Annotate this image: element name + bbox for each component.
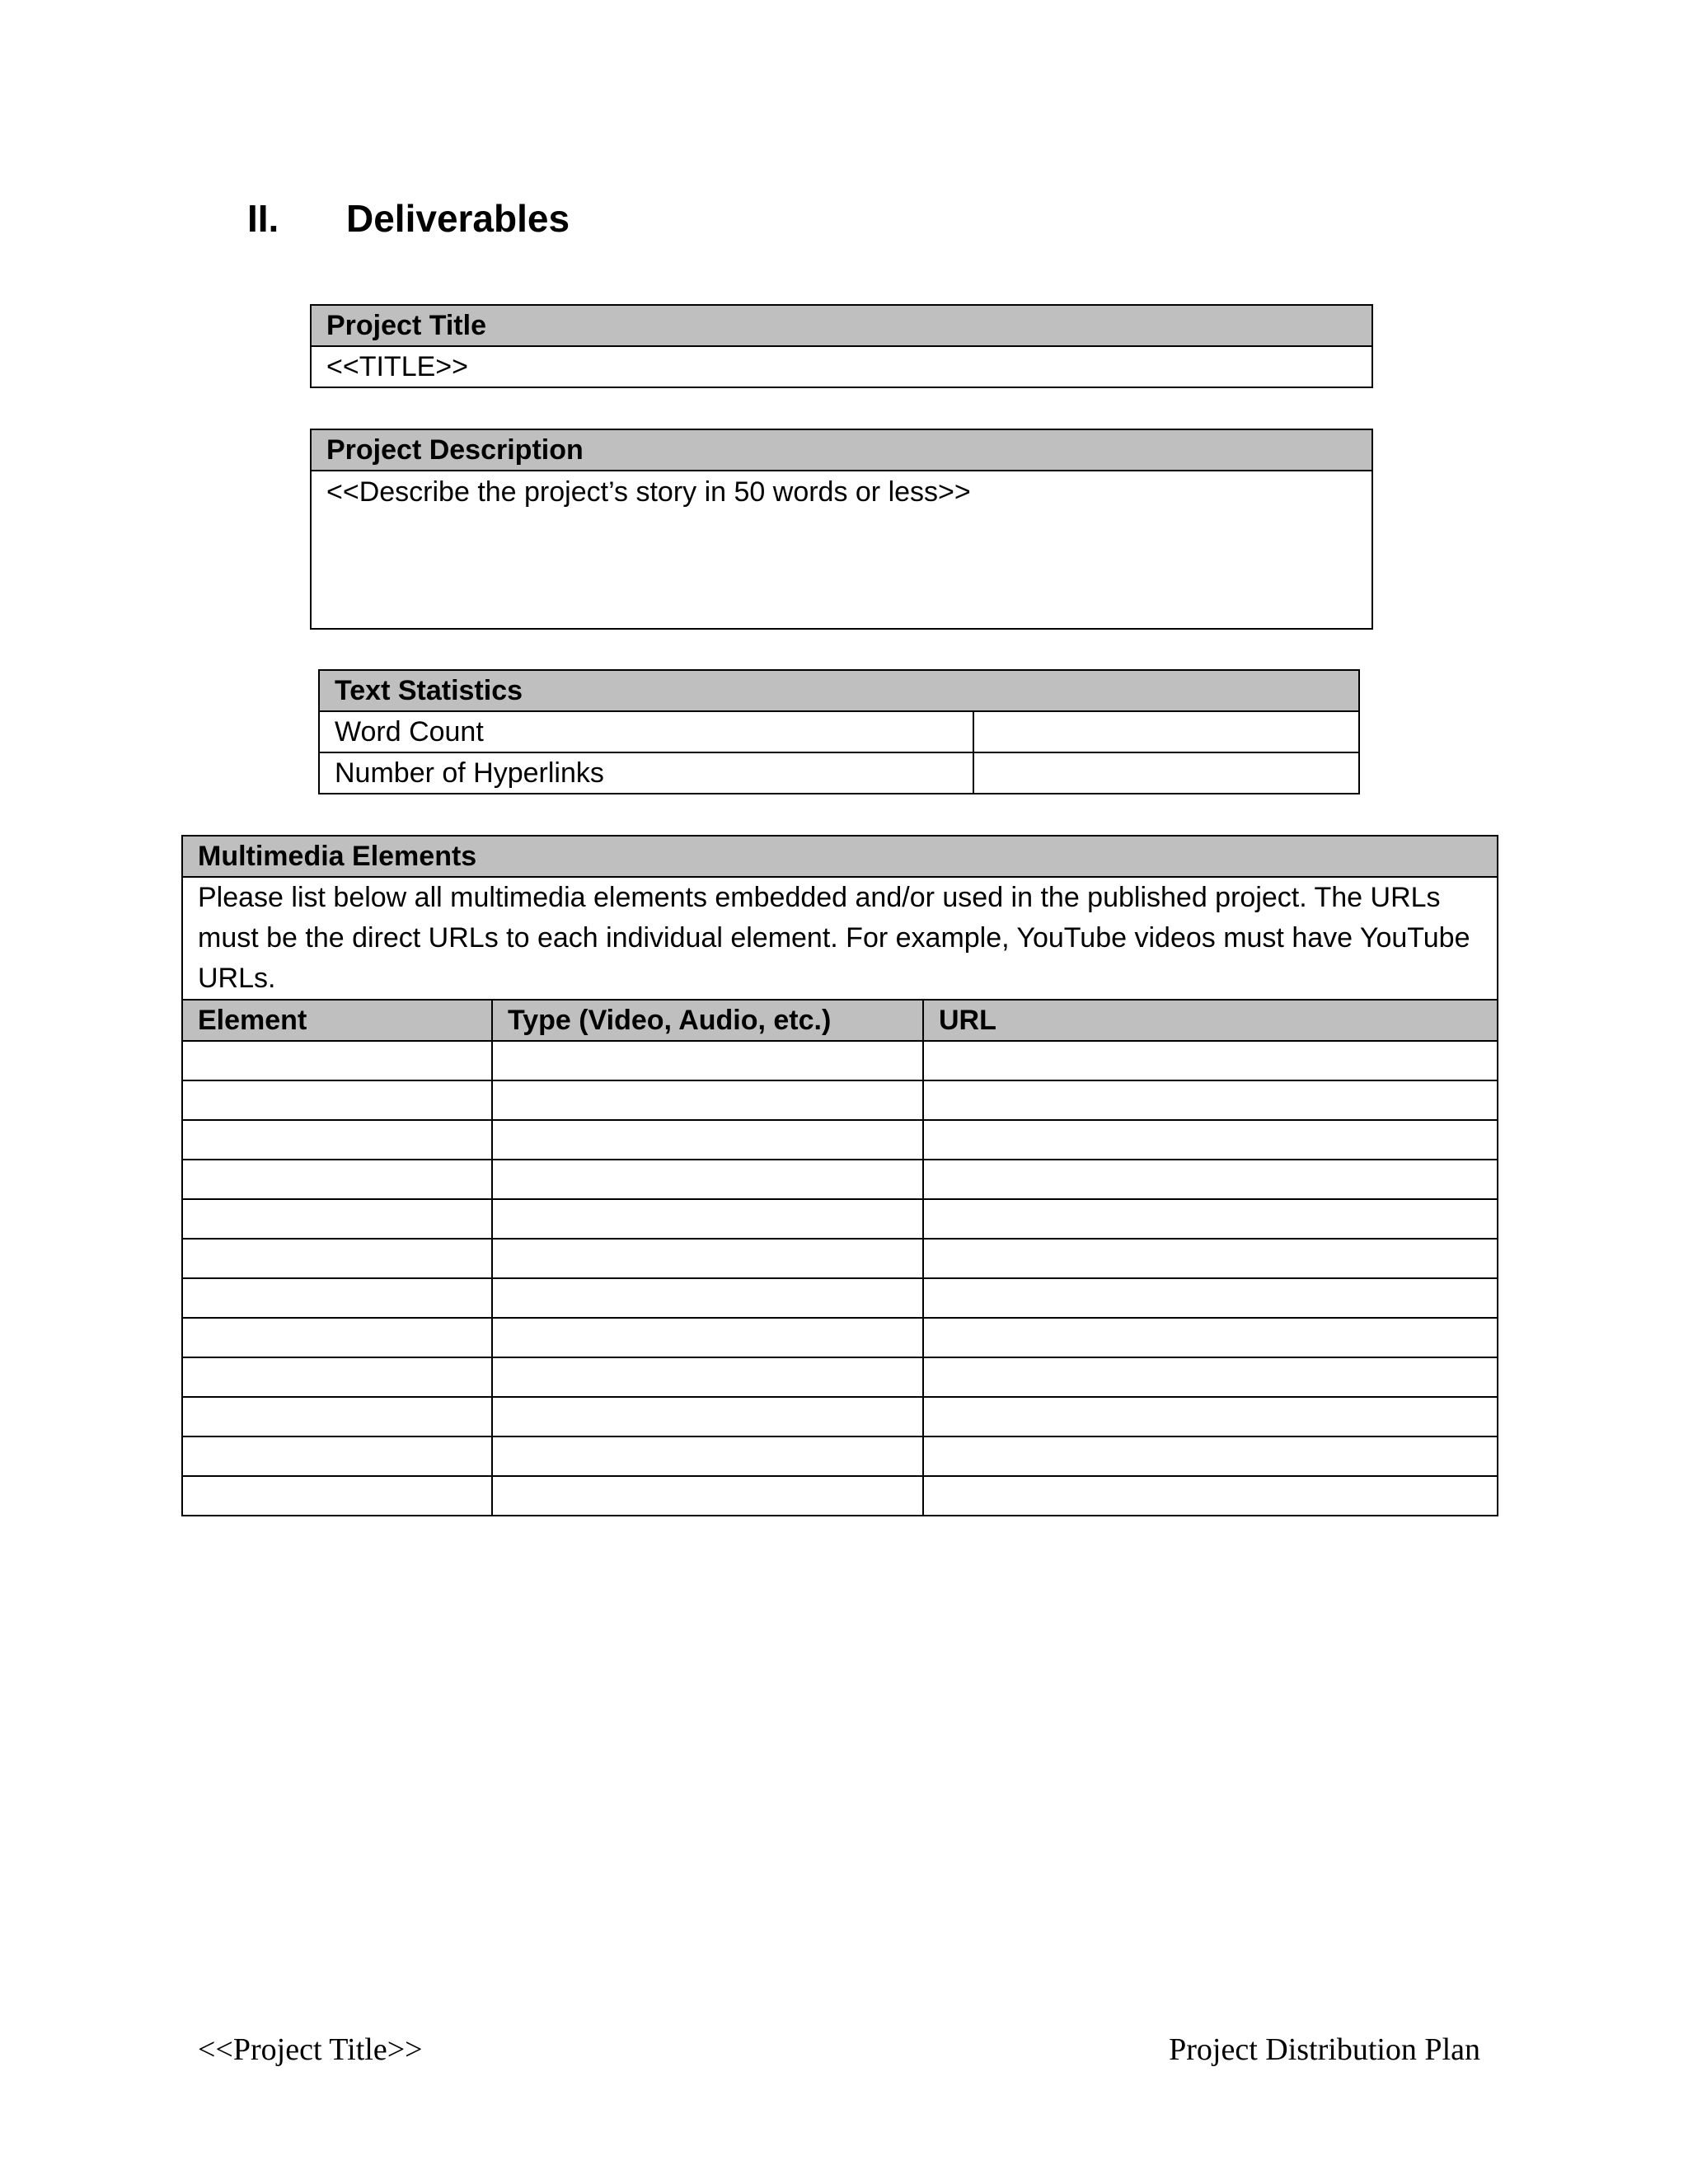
multimedia-row [182, 1278, 1498, 1318]
column-header-url: URL [923, 1000, 1498, 1041]
multimedia-row [182, 1120, 1498, 1160]
column-header-type: Type (Video, Audio, etc.) [492, 1000, 923, 1041]
element-cell[interactable] [182, 1318, 492, 1357]
type-cell[interactable] [492, 1160, 923, 1199]
type-cell[interactable] [492, 1041, 923, 1080]
url-cell[interactable] [923, 1278, 1498, 1318]
text-statistics-header: Text Statistics [319, 670, 1359, 711]
url-cell[interactable] [923, 1476, 1498, 1516]
hyperlinks-value[interactable] [973, 752, 1359, 794]
type-cell[interactable] [492, 1357, 923, 1397]
type-cell[interactable] [492, 1318, 923, 1357]
element-cell[interactable] [182, 1397, 492, 1436]
column-header-element: Element [182, 1000, 492, 1041]
multimedia-row [182, 1080, 1498, 1120]
multimedia-row [182, 1199, 1498, 1239]
text-statistics-table [318, 669, 1360, 794]
project-title-value[interactable]: <<TITLE>> [311, 346, 1372, 387]
multimedia-row [182, 1357, 1498, 1397]
element-cell[interactable] [182, 1080, 492, 1120]
project-description-table [310, 429, 1373, 630]
url-cell[interactable] [923, 1436, 1498, 1476]
url-cell[interactable] [923, 1397, 1498, 1436]
type-cell[interactable] [492, 1199, 923, 1239]
url-cell[interactable] [923, 1160, 1498, 1199]
element-cell[interactable] [182, 1436, 492, 1476]
type-cell[interactable] [492, 1080, 923, 1120]
footer-document-name: Project Distribution Plan [1169, 2032, 1480, 2067]
word-count-value[interactable] [973, 711, 1359, 752]
multimedia-instructions: Please list below all multimedia elements embedded and/or used in the published project. The URLs must be the direct URLs to each individual element. For example, YouTube videos must have YouTube URLs. [182, 877, 1498, 1000]
multimedia-row [182, 1397, 1498, 1436]
multimedia-row [182, 1239, 1498, 1278]
project-description-value[interactable]: <<Describe the project’s story in 50 words or less>> [311, 471, 1372, 629]
url-cell[interactable] [923, 1199, 1498, 1239]
multimedia-header: Multimedia Elements [182, 836, 1498, 877]
type-cell[interactable] [492, 1436, 923, 1476]
multimedia-column-headers [182, 1000, 1498, 1041]
multimedia-row [182, 1160, 1498, 1199]
element-cell[interactable] [182, 1357, 492, 1397]
section-heading [247, 196, 570, 241]
url-cell[interactable] [923, 1318, 1498, 1357]
multimedia-row [182, 1436, 1498, 1476]
element-cell[interactable] [182, 1199, 492, 1239]
multimedia-row [182, 1476, 1498, 1516]
stats-row-word-count [319, 711, 1359, 752]
type-cell[interactable] [492, 1278, 923, 1318]
type-cell[interactable] [492, 1239, 923, 1278]
element-cell[interactable] [182, 1120, 492, 1160]
project-title-header: Project Title [311, 305, 1372, 346]
project-title-table [310, 304, 1373, 388]
multimedia-row [182, 1318, 1498, 1357]
element-cell[interactable] [182, 1278, 492, 1318]
multimedia-row [182, 1041, 1498, 1080]
section-title: Deliverables [346, 197, 570, 240]
url-cell[interactable] [923, 1357, 1498, 1397]
project-description-header: Project Description [311, 429, 1372, 471]
multimedia-elements-table [181, 835, 1498, 1516]
url-cell[interactable] [923, 1239, 1498, 1278]
stats-row-hyperlinks [319, 752, 1359, 794]
type-cell[interactable] [492, 1120, 923, 1160]
type-cell[interactable] [492, 1476, 923, 1516]
element-cell[interactable] [182, 1239, 492, 1278]
url-cell[interactable] [923, 1080, 1498, 1120]
type-cell[interactable] [492, 1397, 923, 1436]
word-count-label: Word Count [319, 711, 973, 752]
section-number: II. [247, 197, 279, 240]
url-cell[interactable] [923, 1120, 1498, 1160]
element-cell[interactable] [182, 1160, 492, 1199]
hyperlinks-label: Number of Hyperlinks [319, 752, 973, 794]
footer-project-title: <<Project Title>> [198, 2032, 423, 2067]
element-cell[interactable] [182, 1476, 492, 1516]
element-cell[interactable] [182, 1041, 492, 1080]
url-cell[interactable] [923, 1041, 1498, 1080]
